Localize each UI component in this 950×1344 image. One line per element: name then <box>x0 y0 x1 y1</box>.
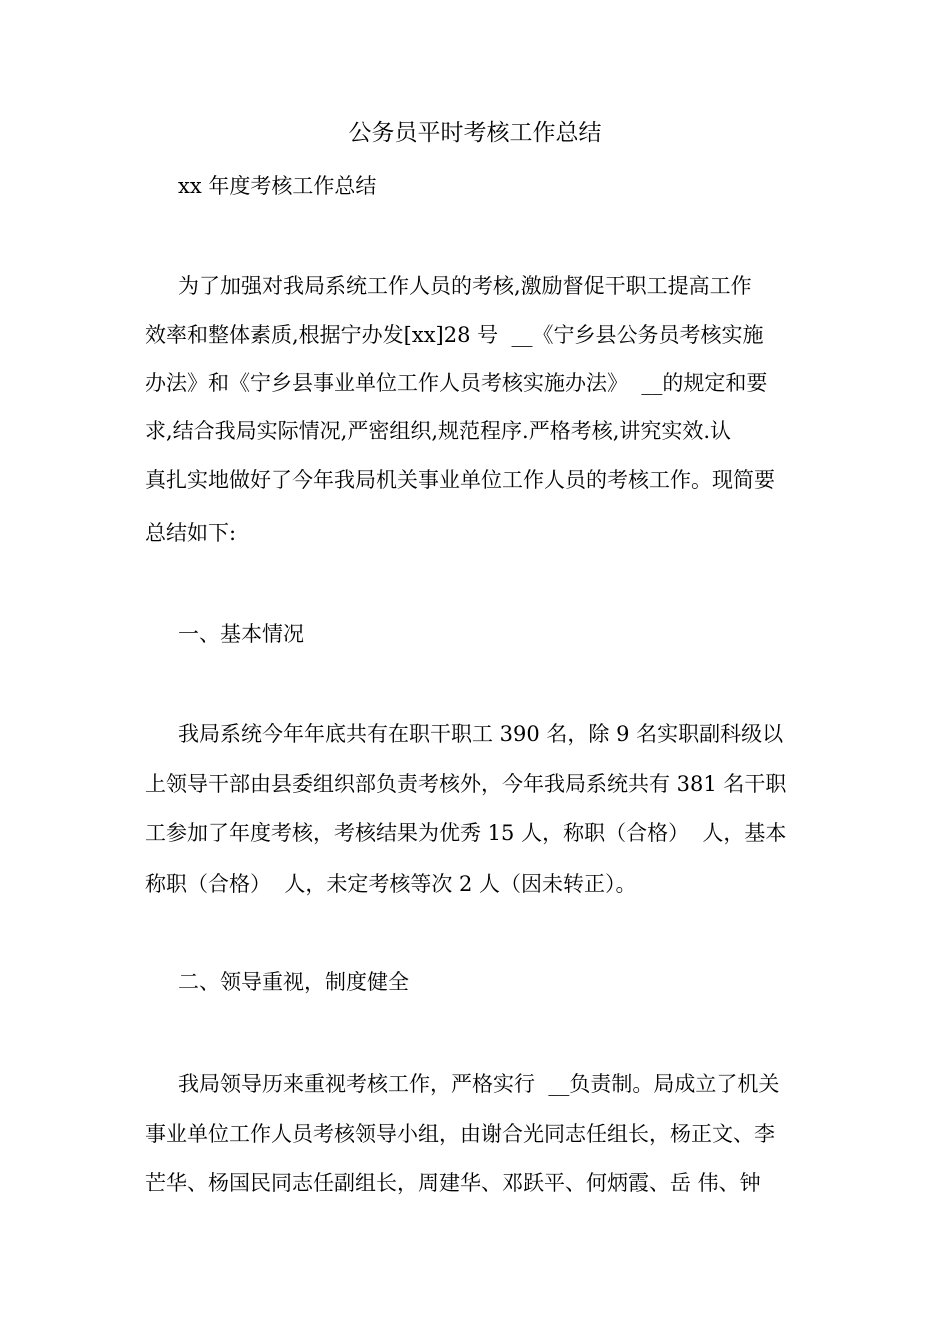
paragraph-line: 上领导干部由县委组织部负责考核外，今年我局系统共有 381 名干职 <box>145 772 787 796</box>
paragraph-line: 工参加了年度考核，考核结果为优秀 15 人，称职（合格） 人，基本 <box>145 821 787 845</box>
section-heading: 二、领导重视，制度健全 <box>178 970 409 994</box>
paragraph-line: 我局领导历来重视考核工作，严格实行 __负责制。局成立了机关 <box>178 1072 780 1096</box>
paragraph-line: 称职（合格） 人，未定考核等次 2 人（因未转正）。 <box>145 872 637 896</box>
paragraph-line: 事业单位工作人员考核领导小组，由谢合光同志任组长，杨正文、李 <box>145 1122 775 1146</box>
paragraph-line: 我局系统今年年底共有在职干职工 390 名，除 9 名实职副科级以 <box>178 722 784 746</box>
document-subtitle: xx 年度考核工作总结 <box>178 174 377 198</box>
intro-line: 真扎实地做好了今年我局机关事业单位工作人员的考核工作。现简要 <box>145 468 775 492</box>
intro-line: 总结如下: <box>145 521 237 545</box>
paragraph-line: 芒华、杨国民同志任副组长，周建华、邓跃平、何炳霞、岳 伟、钟 <box>145 1171 761 1195</box>
intro-line: 为了加强对我局系统工作人员的考核,激励督促干职工提高工作 <box>178 274 752 298</box>
intro-line: 办法》和《宁乡县事业单位工作人员考核实施办法》 __的规定和要 <box>145 371 768 395</box>
document-title: 公务员平时考核工作总结 <box>348 120 602 146</box>
section-heading: 一、基本情况 <box>178 622 304 646</box>
intro-line: 求,结合我局实际情况,严密组织,规范程序.严格考核,讲究实效.认 <box>145 419 732 443</box>
intro-line: 效率和整体素质,根据宁办发[xx]28 号 __《宁乡县公务员考核实施 <box>145 323 764 347</box>
